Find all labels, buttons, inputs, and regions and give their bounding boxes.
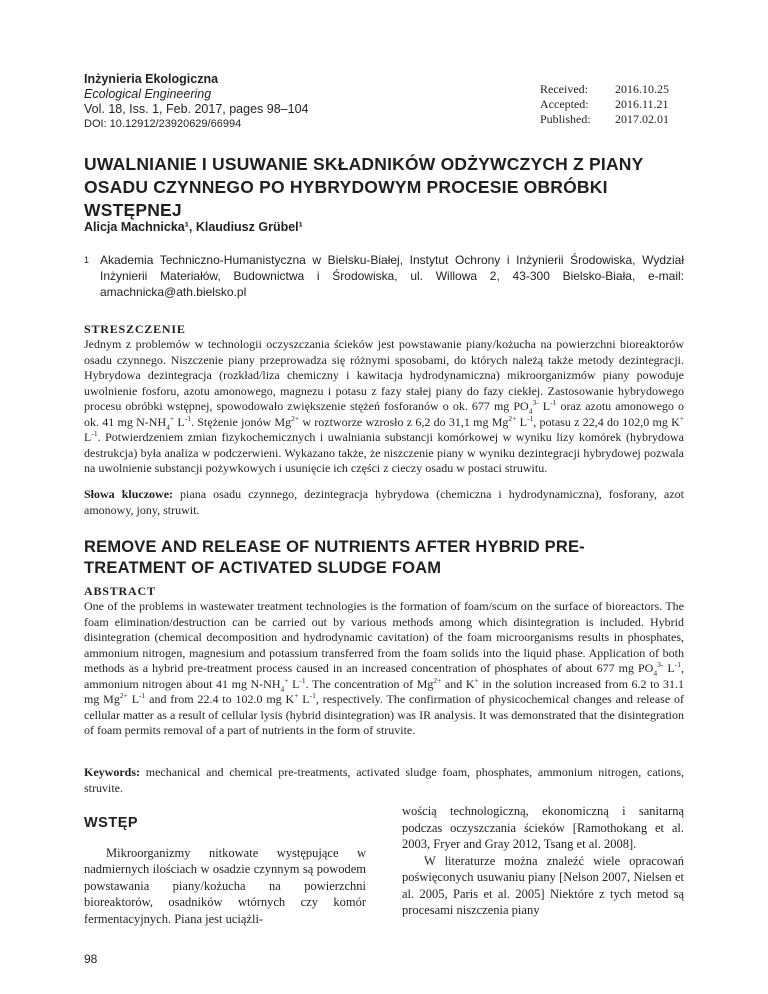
abs-text-6: and K [441,676,475,691]
mg-superscript: 2+ [433,675,442,685]
wstep-paragraph-1: Mikroorganizmy nitkowate występujące w nadmiernych ilościach w osadzie czynnym są powodem powstawania piany/kożucha na powierzchni bioreaktorów, osadników wtórnych czy komór fermentacyjnych. Piana jest uciążli- [84,845,366,926]
abs-text-7: in the solution increased from 6.2 to 31.1 mg Mg [84,676,684,706]
po4-subscript: 4 [528,406,533,416]
plus-superscript: + [679,413,684,423]
abs-text-11: , respectively. The confirmation of physicochemical changes and release of cellular matter as a result of cellular lysis (hybrid disintegration) was IR analysis. It was demonstrated that the disintegration of foam permits removal of a part of nutrients in the form of struvite. [84,692,684,737]
abs-text-9: and from 22.4 to 102.0 mg K [145,692,295,706]
keywords-english [84,765,684,796]
abs-text-3: , ammonium nitrogen about 41 mg N-NH [84,661,684,691]
authors: Alicja Machnicka¹, Klaudiusz Grübel¹ [84,220,303,234]
body-column-left [84,803,366,927]
streszczenie-heading: STRESZCZENIE [84,322,186,336]
keywords-en-label: Keywords: [84,765,140,779]
received-date: 2016.10.25 [615,82,669,96]
plus-superscript: + [284,675,289,685]
str-text-8: , potasu z 22,4 do 102,0 mg K [533,414,680,429]
published-label: Published: [540,112,591,126]
affiliation-number: 1 [84,255,90,265]
keywords-en-text: mechanical and chemical pre-treatments, activated sludge foam, phosphates, ammonium nitrogen, cations, struvite. [84,765,684,795]
wstep-heading: WSTĘP [84,815,139,831]
wstep-paragraph-2-text: W literaturze można znaleźć wiele opracowań poświęconych usuwaniu piany [Nelson 2007, Nielsen et al. 2005, Paris et al. 2005] Niektóre z tych metod są procesami niszczenia piany [402,853,684,917]
doi: DOI: 10.12912/23920629/66994 [84,118,242,130]
wstep-paragraph-1-cont: wością technologiczną, ekonomiczną i sanitarną podczas oczyszczania ścieków [Ramothokang et al. 2003, Fryer and Gray 2012, Tsang et al. 2008]. [402,804,684,851]
abs-text-1: One of the problems in wastewater treatment technologies is the formation of foam/scum on the surface of bioreactors. The foam elimination/destruction can be carried out by various methods among which disintegration is included. Hybrid disintegration (chemical decomposition and hydrodynamic cavitation) of the foam microorganisms results in phosphates, ammonium nitrogen, magnesium and potassium transferred from the foam solids into the liquid phase. Application of both methods as a hybrid pre-treatment process caused in an increased concentration of phosphates of about 677 mg PO [84,599,684,675]
plus-superscript: + [294,691,299,700]
keywords-pl-text: piana osadu czynnego, dezintegracja hybrydowa (chemiczna i hydrodynamiczna), fosforany, azot amonowy, jony, struwit. [84,487,684,517]
abs-text-5: . The concentration of Mg [305,676,434,691]
wstep-paragraph-2 [402,853,684,919]
mg-superscript: 2+ [291,413,300,423]
str-text-1: Jednym z problemów w technologii oczyszczania ścieków jest powstawanie piany/kożucha na powierzchni bioreaktorów osadu czynnego. Niszczenie piany przeprowadza się różnymi sposobami, do których należą także metody dezintegracji. Hybrydowa dezintegracja (rozkład/liza chemiczny i kawitacja hydrodynamiczna) mikroorganizmów piany powoduje uwolnienie fosforu, azotu amonowego, magnezu i potasu z fazy stałej piany do fazy ciekłej. Zastosowanie hybrydowego procesu obróbki wstępnej, spowodowało zwiększenie stężeń fosforanów o ok. 677 mg PO [84,337,684,413]
abs-text-4: L [288,676,300,691]
exp-neg1: -1 [550,398,557,407]
journal-info [84,72,308,132]
str-text-7: L [516,414,527,429]
title-polish: UWALNIANIE I USUWANIE SKŁADNIKÓW ODŻYWCZYCH Z PIANY OSADU CZYNNEGO PO HYBRYDOWYM PROCESIE OBRÓBKI WSTĘPNEJ [84,154,644,220]
exp-neg1: -1 [139,691,146,700]
po4-superscript: 3- [532,398,539,407]
plus-superscript: + [169,413,175,423]
title-english: REMOVE AND RELEASE OF NUTRIENTS AFTER HYBRID PRE-TREATMENT OF ACTIVATED SLUDGE FOAM [84,538,585,577]
affiliation [84,252,684,300]
page-number: 98 [84,952,98,966]
streszczenie-text [84,337,684,477]
abstract-text [84,599,684,739]
plus-superscript: + [474,675,479,685]
po4-subscript: 4 [653,668,658,678]
accepted-date: 2016.11.21 [615,97,669,111]
abs-text-2: L [663,661,675,675]
str-text-2: L [538,399,551,413]
nh4-subscript: 4 [280,683,285,693]
accepted-label: Accepted: [540,97,589,111]
str-text-5: . Stężenie jonów Mg [190,414,292,429]
exp-neg1: -1 [184,413,191,423]
str-text-4: L [174,414,185,429]
body-column-right [402,803,684,919]
mg-superscript: 2+ [508,413,517,423]
po4-superscript: 3- [657,660,664,669]
mg-superscript: 2+ [119,691,128,700]
abs-text-8: L [127,692,140,706]
keywords-pl-label: Słowa kluczowe: [84,487,174,501]
published-date: 2017.02.01 [615,112,669,126]
journal-name-en: Ecological Engineering [84,87,212,101]
exp-neg1: -1 [674,660,681,669]
str-text-9: L [84,430,92,444]
exp-neg1: -1 [527,413,534,423]
exp-neg1: -1 [91,429,98,438]
abstract-heading: ABSTRACT [84,584,156,598]
volume-info: Vol. 18, Iss. 1, Feb. 2017, pages 98–104 [84,102,309,116]
str-text-3: oraz azotu amonowego o ok. 41 mg N-NH [84,399,684,429]
str-text-6: w roztworze wzrosło z 6,2 do 31,1 mg Mg [299,414,509,429]
nh4-subscript: 4 [166,421,170,431]
journal-name-pl: Inżynieria Ekologiczna [84,72,219,86]
abs-text-10: L [298,692,310,706]
affiliation-text: Akademia Techniczno-Humanistyczna w Bielsku-Białej, Instytut Ochrony i Inżynierii Środowiska, Wydział Inżynierii Materiałów, Budownictwa i Środowiska, ul. Willowa 2, 43-300 Bielsko-Biała, e-mail: amachnicka@ath.bielsko.pl [100,253,684,299]
exp-neg1: -1 [299,675,306,685]
publication-dates [540,82,669,127]
str-text-10: . Potwierdzeniem zmian fizykochemicznych i uwalniania substancji komórkowej w wyniku lizy komórek (hybrydowa destrukcja) była analiza w podczerwieni. Wykazano także, że niszczenie piany w wyniku dezintegracji hybrydowej pozwala na uwolnienie substancji pożywkowych i usunięcie ich części z cieczy osadu w postaci struwitu. [84,430,684,475]
keywords-polish [84,487,684,518]
received-label: Received: [540,82,588,96]
exp-neg1: -1 [309,691,316,700]
